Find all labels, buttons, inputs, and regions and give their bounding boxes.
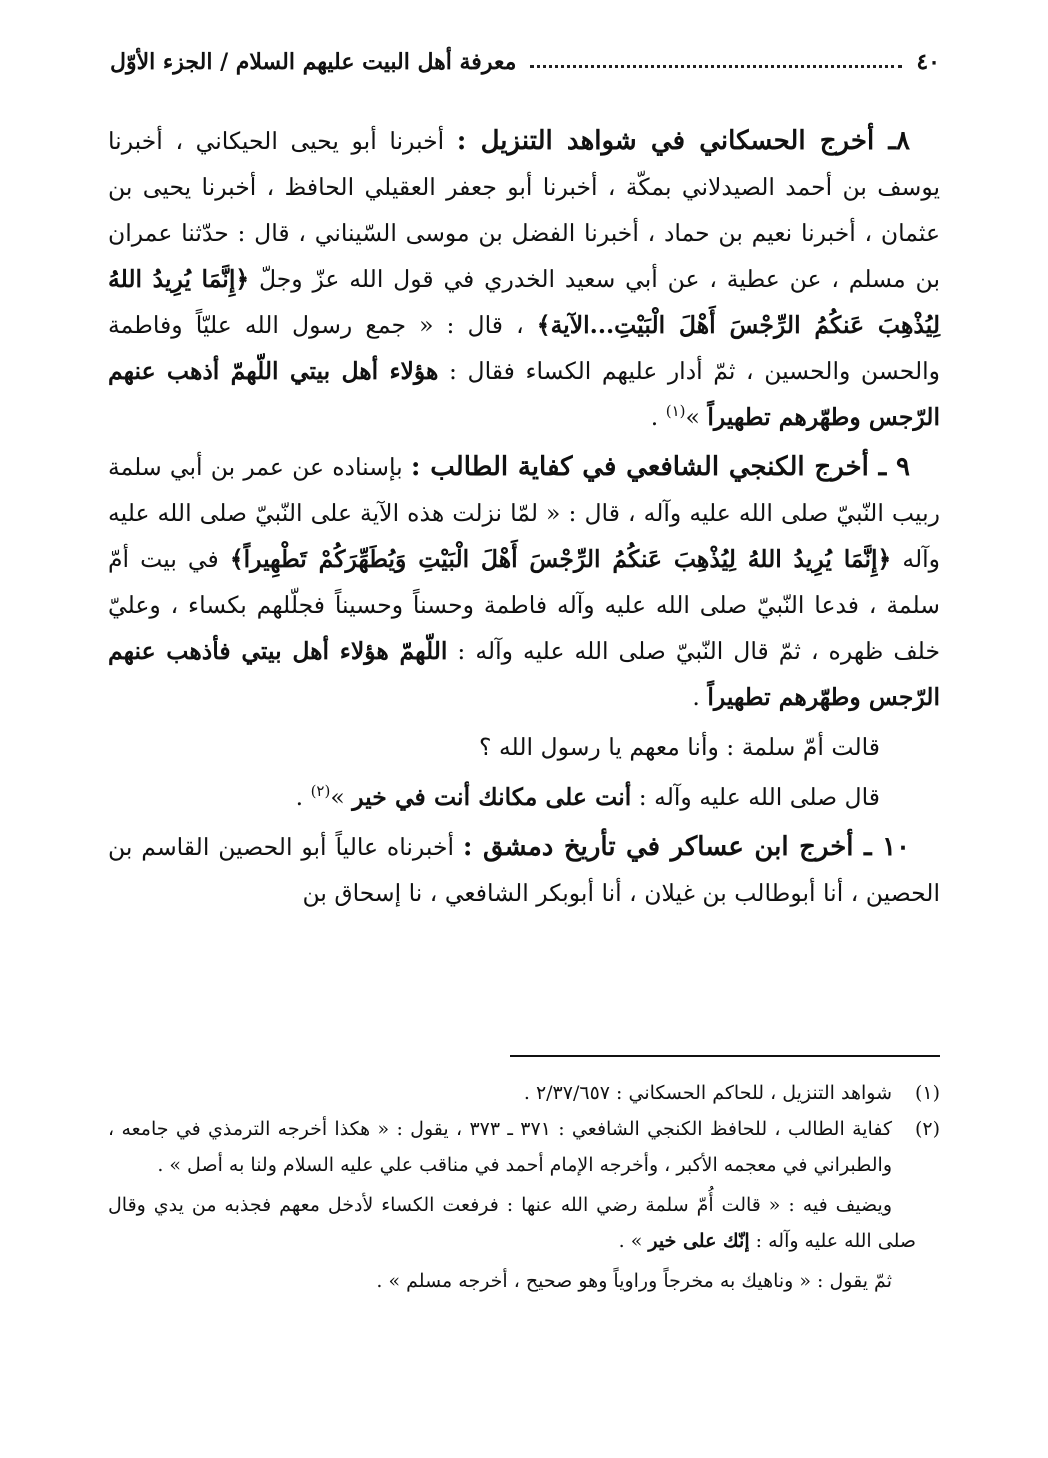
- footnote-separator: [510, 1055, 940, 1057]
- footnotes: [108, 1075, 940, 1299]
- paragraph-9: [108, 444, 940, 720]
- footnote-2-continuation-2: ثمّ يقول : « وناهيك به مخرجاً وراوياً وهو صحيح ، أخرجه مسلم » .: [376, 1270, 892, 1292]
- header-dot-leader: [530, 65, 902, 68]
- footnote-2-cont-text-a: ويضيف فيه : « قالت أُمّ سلمة رضي الله عنها : فرفعت الكساء لأدخل معهم فجذبه من يدي وقال صلى الله عليه وآله :: [108, 1194, 916, 1252]
- footnote-2-number: (٢): [914, 1118, 940, 1140]
- main-text: [108, 118, 940, 916]
- paragraph-9-heading: ٩ ـ أخرج الكنجي الشافعي في كفاية الطالب :: [410, 452, 911, 482]
- paragraph-8-end: .: [650, 403, 666, 431]
- footnote-ref-2[interactable]: (٢): [310, 782, 331, 801]
- paragraph-9-end: .: [692, 683, 708, 711]
- paragraph-9-quran-verse: ﴿إِنَّمَا يُرِيدُ اللهُ لِيُذْهِبَ عَنكُمُ الرِّجْسَ أَهْلَ الْبَيْتِ وَيُطَهِّرَكُمْ تَطْهِيراً﴾: [229, 545, 892, 573]
- paragraph-8: [108, 118, 940, 440]
- footnote-1: [108, 1075, 940, 1111]
- paragraph-9-umm-salama-question: قالت أمّ سلمة : وأنا معهم يا رسول الله ؟: [479, 733, 880, 761]
- paragraph-9-text-1: بإسناده عن عمر بن أبي سلمة ربيب النّبيّ صلى الله عليه وآله ، قال : « لمّا نزلت هذه الآية على النّبيّ صلى الله عليه وآله: [108, 453, 941, 573]
- page-header: [110, 42, 940, 82]
- paragraph-8-text-2: ، قال : « جمع رسول الله عليّاً وفاطمة والحسن والحسين ، ثمّ أدار عليهم الكساء فقال :: [108, 311, 940, 385]
- paragraph-8-heading: ٨ـ أخرج الحسكاني في شواهد التنزيل :: [456, 126, 910, 156]
- paragraph-10: [108, 824, 940, 916]
- footnote-2: [108, 1111, 940, 1183]
- footnote-2-continuation-1: [108, 1187, 916, 1259]
- running-title: معرفة أهل البيت عليهم السلام / الجزء الأوّل: [110, 49, 517, 75]
- paragraph-9-reply-end: .: [295, 783, 311, 811]
- paragraph-10-text-1: أخبرناه عالياً أبو الحصين القاسم بن الحصين ، أنا أبوطالب بن غيلان ، أنا أبوبكر الشافعي ، نا إسحاق بن: [108, 833, 940, 907]
- paragraph-8-quran-verse: ﴿إِنَّمَا يُرِيدُ اللهُ لِيُذْهِبَ عَنكُمُ الرِّجْسَ أَهْلَ الْبَيْتِ...الآية﴾: [108, 265, 940, 339]
- paragraph-9-reply-text-1: قال صلى الله عليه وآله :: [631, 783, 880, 811]
- footnote-ref-1[interactable]: (١): [665, 402, 686, 421]
- footnote-2-cont-text-b: » .: [618, 1230, 649, 1252]
- footnote-2-text: كفاية الطالب ، للحافظ الكنجي الشافعي : ٣٧١ ـ ٣٧٣ ، يقول : « هكذا أخرجه الترمذي في جامعه ، والطبراني في معجمه الأكبر ، وأخرجه الإمام أحمد في مناقب علي عليه السلام ولنا به أصل » .: [108, 1118, 892, 1176]
- paragraph-9-prophet-reply: [108, 774, 940, 820]
- paragraph-9-bold-quote: اللّهمّ هؤلاء أهل بيتي فأذهب عنهم الرّجس وطهّرهم تطهيراً: [108, 637, 940, 711]
- footnote-1-number: (١): [914, 1082, 940, 1104]
- footnote-1-text: شواهد التنزيل ، للحاكم الحسكاني : ٢/٣٧/٦٥٧ .: [523, 1082, 892, 1104]
- paragraph-10-heading: ١٠ ـ أخرج ابن عساكر في تأريخ دمشق :: [462, 832, 911, 862]
- paragraph-8-text-1: أخبرنا أبو يحيى الحيكاني ، أخبرنا يوسف بن أحمد الصيدلاني بمكّة ، أخبرنا أبو جعفر العقيلي الحافظ ، أخبرنا يحيى بن عثمان ، أخبرنا نعيم بن حماد ، أخبرنا الفضل بن موسى السّيناني ، قال : حدّثنا عمران بن مسلم ، عن عطية ، عن أبي سعيد الخدري في قول الله عزّ وجلّ: [108, 127, 940, 293]
- paragraph-9-text-2: في بيت أمّ سلمة ، فدعا النّبيّ صلى الله عليه وآله فاطمة وحسناً وحسيناً فجلّلهم بكساء ، وعليّ خلف ظهره ، ثمّ قال النّبيّ صلى الله عليه وآله :: [108, 545, 940, 665]
- page-number: ٤٠: [916, 49, 940, 75]
- paragraph-9-reply-bold: أنت على مكانك أنت في خير: [352, 783, 632, 811]
- footnote-2-cont-bold: إنّك على خير: [648, 1230, 750, 1252]
- paragraph-8-bold-quote: هؤلاء أهل بيتي اللّهمّ أذهب عنهم الرّجس وطهّرهم تطهيراً: [108, 357, 940, 431]
- paragraph-8-text-3: »: [685, 403, 708, 431]
- paragraph-9-reply-text-2: »: [330, 783, 353, 811]
